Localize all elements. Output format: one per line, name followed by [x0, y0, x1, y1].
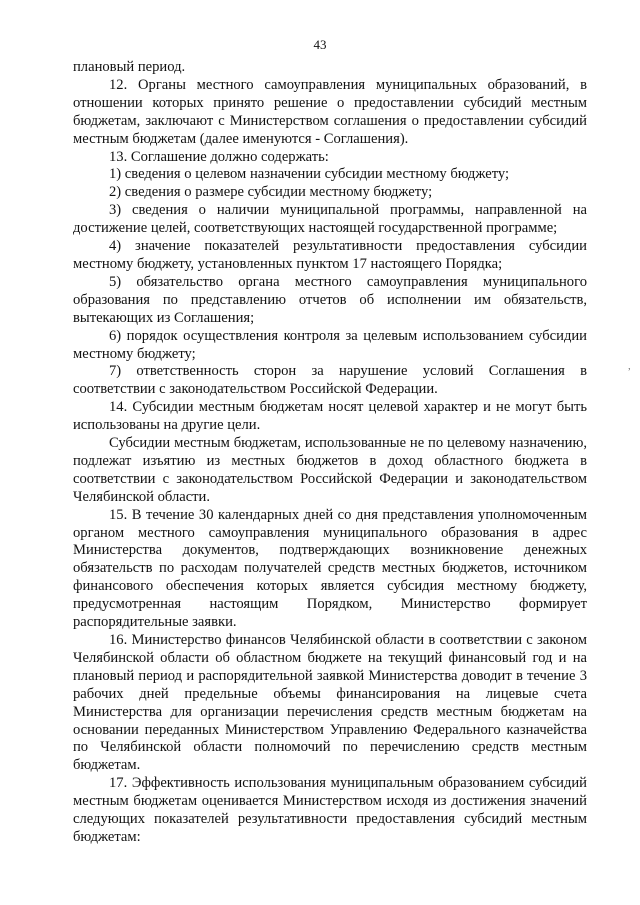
- paragraph-14: 14. Субсидии местным бюджетам носят целевой характер и не могут быть использованы на другие цели.: [73, 399, 587, 434]
- margin-mark: ,: [628, 360, 631, 372]
- list-item-4: 4) значение показателей результативности предоставления субсидии местному бюджету, установленных пунктом 17 настоящего Порядка;: [73, 238, 587, 272]
- list-item-3: 3) сведения о наличии муниципальной программы, направленной на достижение целей, соответствующих настоящей государственной программе;: [73, 202, 587, 237]
- page-number: 43: [313, 37, 327, 52]
- paragraph-continuation: плановый период.: [73, 59, 186, 75]
- paragraph-14-continued: Субсидии местным бюджетам, использованные не по целевому назначению, подлежат изъятию из местных бюджетов в доход областного бюджета в соответствии с законодательством Российской Федерации и законодательством Челябинской области.: [73, 435, 587, 505]
- list-item-1: 1) сведения о целевом назначении субсидии местному бюджету;: [109, 166, 510, 183]
- paragraph-13: 13. Соглашение должно содержать:: [109, 148, 329, 165]
- document-body: [73, 59, 587, 847]
- paragraph-12: 12. Органы местного самоуправления муниципальных образований, в отношении которых принято решение о предоставлении субсидий местным бюджетам, заключают с Министерством соглашения о предоставлении субсидий местным бюджетам (далее именуются - Соглашения).: [73, 76, 587, 147]
- list-item-2: 2) сведения о размере субсидии местному бюджету;: [109, 184, 433, 201]
- paragraph-16: 16. Министерство финансов Челябинской области в соответствии с законом Челябинской области об областном бюджете на текущий финансовый год и на плановый период и распорядительной заявкой Министерства доводит в течение 3 рабочих дней предельные объемы финансирования на лицевые счета Министерства для организации перечисления средств местным бюджетам на основании переданных Министерством Управлению Федерального казначейства по Челябинской области полномочий по перечислению средств местным бюджетам.: [73, 632, 587, 774]
- paragraph-15: 15. В течение 30 календарных дней со дня представления уполномоченным органом местного самоуправления муниципального образования в адрес Министерства документов, подтверждающих возникновение денежных обязательств по расходам получателей средств местных бюджетов, источником финансового обеспечения которых является субсидия местному бюджету, предусмотренная настоящим Порядком, Министерство формирует распорядительные заявки.: [73, 506, 587, 631]
- paragraph-17: 17. Эффективность использования муниципальным образованием субсидий местным бюджетам оценивается Министерством исходя из достижения значений следующих показателей результативности предоставления субсидий местным бюджетам:: [73, 775, 587, 845]
- list-item-7: 7) ответственность сторон за нарушение условий Соглашения в соответствии с законодательством Российской Федерации.: [73, 363, 587, 398]
- list-item-6: 6) порядок осуществления контроля за целевым использованием субсидии местному бюджету;: [73, 327, 587, 362]
- list-item-5: 5) обязательство органа местного самоуправления муниципального образования по представлению отчетов об исполнении им обязательств, вытекающих из Соглашения;: [73, 273, 587, 326]
